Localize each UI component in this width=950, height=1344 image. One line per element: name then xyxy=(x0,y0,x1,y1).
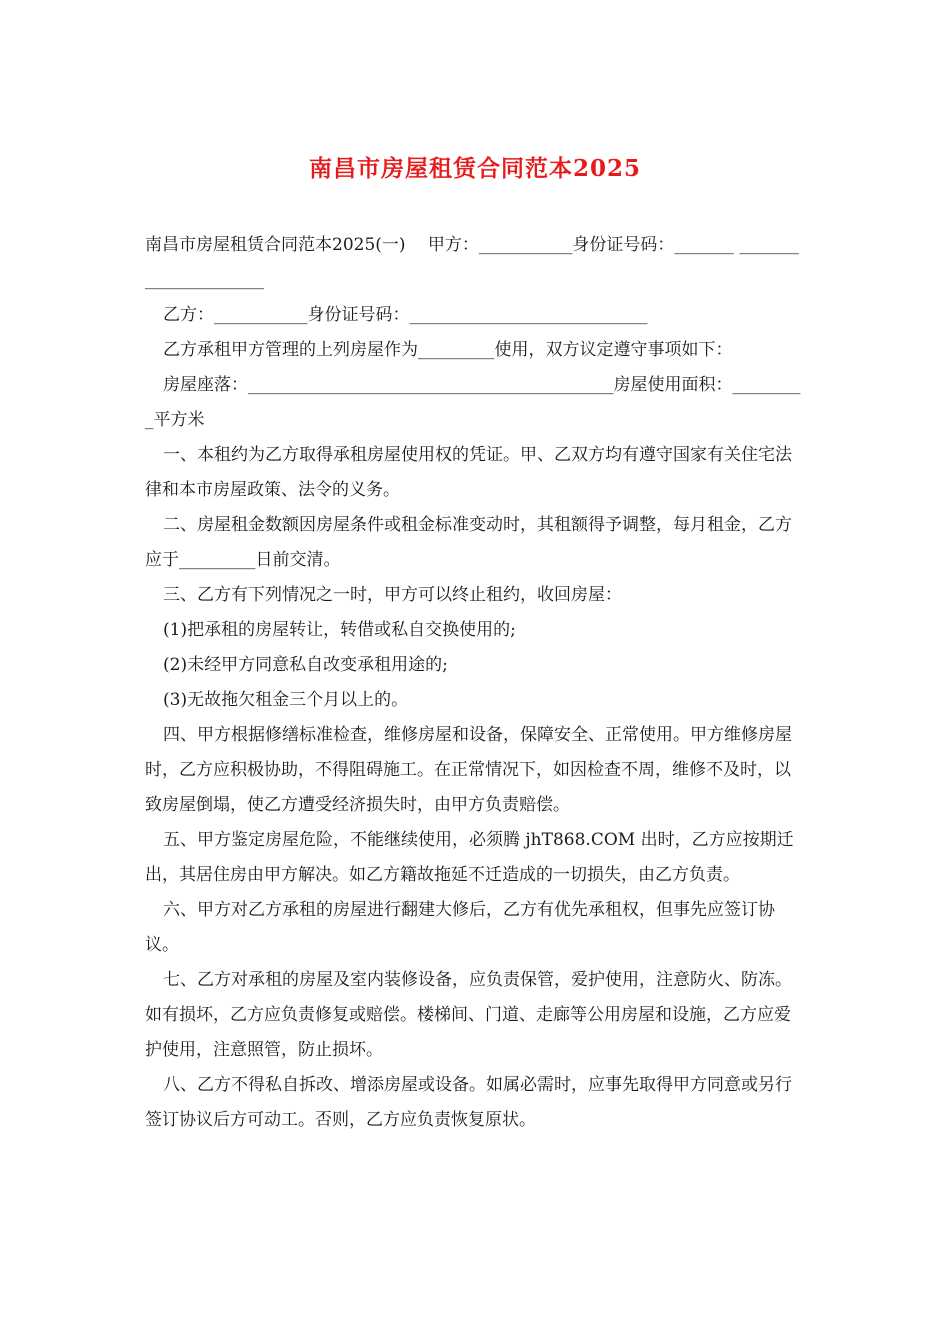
paragraph-clause-4: 四、甲方根据修缮标准检查，维修房屋和设备，保障安全、正常使用。甲方维修房屋时，乙方应积极协助，不得阻碍施工。在正常情况下，如因检查不周，维修不及时，以致房屋倒塌，使乙方遭受经济损失时，由甲方负责赔偿。 xyxy=(145,725,792,815)
paragraph-clause-5: 五、甲方鉴定房屋危险，不能继续使用，必须腾 jhT868.COM 出时，乙方应按期迁出，其居住房由甲方解决。如乙方籍故拖延不迁造成的一切损失，由乙方负责。 xyxy=(145,830,794,885)
paragraph-purpose: 乙方承租甲方管理的上列房屋作为_________使用，双方议定遵守事项如下： xyxy=(163,340,733,360)
paragraph-clause-6: 六、甲方对乙方承租的房屋进行翻建大修后，乙方有优先承租权，但事先应签订协议。 xyxy=(145,900,775,955)
paragraph-clause-3: 三、乙方有下列情况之一时，甲方可以终止租约，收回房屋： xyxy=(163,585,622,605)
paragraph-clause-2: 二、房屋租金数额因房屋条件或租金标准变动时，其租额得予调整，每月租金，乙方应于_________日前交清。 xyxy=(145,515,792,570)
document-body xyxy=(145,228,805,1138)
paragraph-clause-3-item-2: (2)未经甲方同意私自改变承租用途的; xyxy=(163,655,448,675)
paragraph-clause-7: 七、乙方对承租的房屋及室内装修设备，应负责保管，爱护使用，注意防火、防冻。如有损坏，乙方应负责修复或赔偿。楼梯间、门道、走廊等公用房屋和设施，乙方应爱护使用，注意照管，防止损坏。 xyxy=(145,970,792,1060)
paragraph-intro: 南昌市房屋租赁合同范本2025(一) 甲方：___________身份证号码：_______ _____________________ xyxy=(145,235,799,290)
document-title: 南昌市房屋租赁合同范本2025 xyxy=(308,155,641,182)
paragraph-clause-3-item-3: (3)无故拖欠租金三个月以上的。 xyxy=(163,690,409,710)
paragraph-clause-3-item-1: (1)把承租的房屋转让，转借或私自交换使用的; xyxy=(163,620,516,640)
paragraph-party-b: 乙方：___________身份证号码：____________________________ xyxy=(163,305,648,325)
paragraph-clause-8: 八、乙方不得私自拆改、增添房屋或设备。如属必需时，应事先取得甲方同意或另行签订协议后方可动工。否则，乙方应负责恢复原状。 xyxy=(145,1075,792,1130)
paragraph-clause-1: 一、本租约为乙方取得承租房屋使用权的凭证。甲、乙双方均有遵守国家有关住宅法律和本市房屋政策、法令的义务。 xyxy=(145,445,792,500)
paragraph-location: 房屋座落：___________________________________________房屋使用面积：_________平方米 xyxy=(145,375,801,430)
